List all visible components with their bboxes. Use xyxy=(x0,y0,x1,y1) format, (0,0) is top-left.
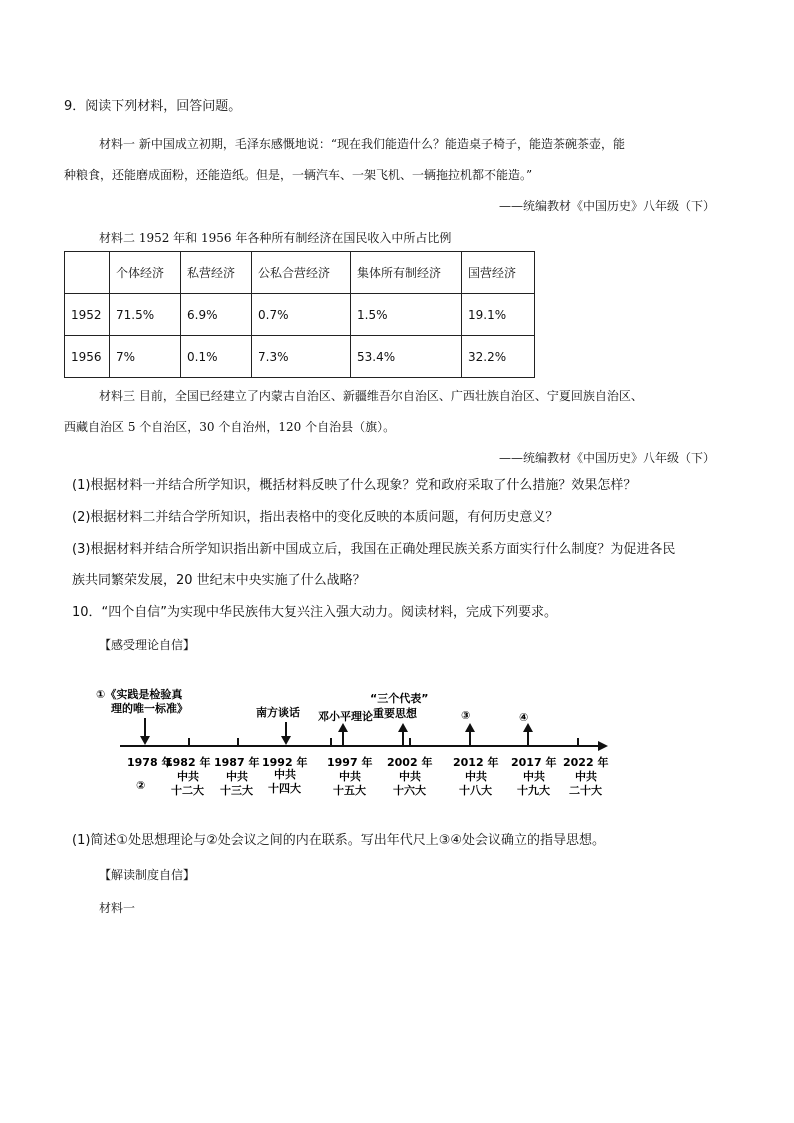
event-congress: 十九大 xyxy=(517,784,550,797)
event-year: 2017 年 xyxy=(511,756,557,769)
table-cell: 6.9% xyxy=(181,294,252,336)
material-3-source: ——统编教材《中国历史》八年级（下） xyxy=(499,451,716,465)
event-party: 中共 xyxy=(465,770,487,783)
event-year: 1992 年 xyxy=(262,756,308,769)
event-congress: 十三大 xyxy=(220,784,253,797)
label-circle-1-line-1: ①《实践是检验真 xyxy=(96,688,183,701)
table-header-cell: 集体所有制经济 xyxy=(351,252,462,294)
material-2-title: 材料二 1952 年和 1956 年各种所有制经济在国民收入中所占比例 xyxy=(99,231,452,245)
event-party: 中共 xyxy=(226,770,248,783)
material-1-source: ——统编教材《中国历史》八年级（下） xyxy=(499,199,716,213)
label-circle-3: ③ xyxy=(461,709,471,722)
question-9-sub-3-line-2: 族共同繁荣发展，20 世纪末中央实施了什么战略？ xyxy=(72,573,366,588)
event-mark-circle-2: ② xyxy=(136,779,146,792)
label-nanfang-talk: 南方谈话 xyxy=(256,706,300,719)
material-1-line-1: 材料一 新中国成立初期，毛泽东感慨地说：“现在我们能造什么？能造桌子椅子，能造茶碗茶壶，能 xyxy=(99,137,625,151)
event-party: 中共 xyxy=(399,770,421,783)
event-congress: 十五大 xyxy=(333,784,366,797)
arrow-up-2002-head xyxy=(398,723,408,732)
label-three-represents-line-2: 重要思想 xyxy=(373,707,417,720)
table-header-cell: 公私合营经济 xyxy=(252,252,351,294)
question-9-sub-2: (2)根据材料二并结合学所知识，指出表格中的变化反映的本质问题，有何历史意义？ xyxy=(72,510,559,525)
event-congress: 十六大 xyxy=(393,784,426,797)
event-party: 中共 xyxy=(523,770,545,783)
table-header-cell: 国营经济 xyxy=(462,252,535,294)
question-9-sub-3-line-1: (3)根据材料并结合所学知识指出新中国成立后，我国在正确处理民族关系方面实行什么制度？为促进各民 xyxy=(72,542,676,557)
table-cell: 1.5% xyxy=(351,294,462,336)
table-cell: 7.3% xyxy=(252,336,351,378)
event-year: 2022 年 xyxy=(563,756,609,769)
arrow-down-1992-head xyxy=(281,736,291,745)
table-cell: 0.7% xyxy=(252,294,351,336)
event-year: 2002 年 xyxy=(387,756,433,769)
event-year: 1978 年 xyxy=(127,756,173,769)
event-year: 2012 年 xyxy=(453,756,499,769)
event-party: 中共 xyxy=(575,770,597,783)
question-9-sub-1: (1)根据材料一并结合所学知识，概括材料反映了什么现象？党和政府采取了什么措施？效果怎样？ xyxy=(72,478,637,493)
arrow-up-2012-head xyxy=(465,723,475,732)
label-three-represents-line-1: “三个代表” xyxy=(370,692,429,705)
event-year: 1997 年 xyxy=(327,756,373,769)
timeline-arrowhead xyxy=(598,741,608,751)
table-cell: 53.4% xyxy=(351,336,462,378)
event-congress: 十四大 xyxy=(268,782,301,795)
question-9-stem: 9．阅读下列材料，回答问题。 xyxy=(64,99,242,114)
table-cell: 32.2% xyxy=(462,336,535,378)
question-10-sub-1: (1)简述①处思想理论与②处会议之间的内在联系。写出年代尺上③④处会议确立的指导思想。 xyxy=(72,833,606,848)
material-3-line-1: 材料三 目前，全国已经建立了内蒙古自治区、新疆维吾尔自治区、广西壮族自治区、宁夏回族自治区、 xyxy=(99,389,643,403)
material-1-label: 材料一 xyxy=(99,901,136,915)
section-system-confidence: 【解读制度自信】 xyxy=(99,868,196,882)
timeline-events xyxy=(127,755,608,797)
arrow-up-2017-head xyxy=(523,723,533,732)
table-cell: 19.1% xyxy=(462,294,535,336)
table-cell: 7% xyxy=(110,336,181,378)
table-header-cell: 私营经济 xyxy=(181,252,252,294)
event-congress: 二十大 xyxy=(569,784,602,797)
event-year: 1987 年 xyxy=(214,756,260,769)
table-cell: 0.1% xyxy=(181,336,252,378)
event-congress: 十八大 xyxy=(459,784,492,797)
arrow-down-1978-head xyxy=(140,736,150,745)
event-party: 中共 xyxy=(177,770,199,783)
table-header-cell: 个体经济 xyxy=(110,252,181,294)
table-cell: 1952 xyxy=(65,294,110,336)
material-3-line-2: 西藏自治区 5 个自治区，30 个自治州，120 个自治县（旗）。 xyxy=(64,420,396,434)
table-cell: 71.5% xyxy=(110,294,181,336)
material-1-line-2: 种粮食，还能磨成面粉，还能造纸。但是，一辆汽车、一架飞机、一辆拖拉机都不能造。” xyxy=(64,168,533,182)
timeline-ticks xyxy=(189,738,578,746)
question-10-stem: 10．“四个自信”为实现中华民族伟大复兴注入强大动力。阅读材料，完成下列要求。 xyxy=(72,605,558,620)
event-congress: 十二大 xyxy=(171,784,204,797)
arrow-up-1997-head xyxy=(338,723,348,732)
event-year: 1982 年 xyxy=(165,756,211,769)
event-party: 中共 xyxy=(339,770,361,783)
section-theory-confidence: 【感受理论自信】 xyxy=(99,638,196,652)
event-party: 中共 xyxy=(274,768,296,781)
label-circle-4: ④ xyxy=(519,711,529,724)
label-deng-theory: 邓小平理论 xyxy=(318,710,373,723)
table-cell: 1956 xyxy=(65,336,110,378)
label-circle-1-line-2: 理的唯一标准》 xyxy=(111,702,188,715)
